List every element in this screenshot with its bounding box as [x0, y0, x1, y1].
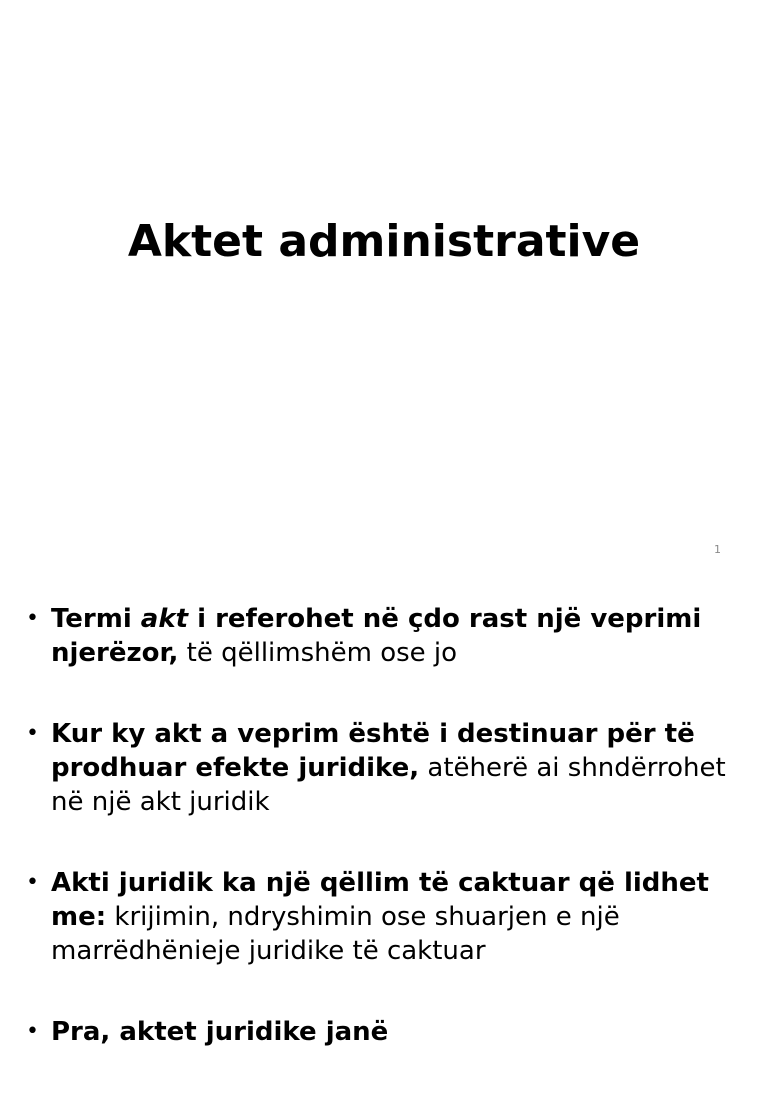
bullet-text-bold: Termi	[51, 604, 141, 634]
bullet-text: të qëllimshëm ose jo	[178, 638, 458, 668]
slide-2	[0, 576, 768, 1047]
bullet-text: atëherë ai shndërrohet në një akt juridik	[51, 753, 726, 817]
bullet-text: krijimin, ndryshimin ose shuarjen e një marrëdhënieje juridike të caktuar	[51, 902, 620, 966]
bullet-text-bold-italic: akt	[140, 604, 189, 634]
slide-title: Aktet administrative	[127, 216, 641, 267]
page-number: 1	[714, 543, 721, 556]
bullet-text-bold: i referohet në çdo rast një veprimi njerëzor,	[51, 604, 702, 668]
bullet-item	[0, 1015, 768, 1049]
bullet-item	[0, 717, 768, 819]
bullet-dot-icon: •	[26, 606, 39, 631]
bullet-text-bold: Kur ky akt a veprim është i destinuar për të prodhuar efekte juridike,	[51, 719, 695, 783]
bullet-dot-icon: •	[26, 870, 39, 895]
bullet-text-bold: Akti juridik ka një qëllim të caktuar që lidhet me:	[51, 868, 709, 932]
bullet-item	[0, 866, 768, 968]
bullet-dot-icon: •	[26, 1019, 39, 1044]
bullet-dot-icon: •	[26, 721, 39, 746]
bullet-item	[0, 602, 768, 670]
bullet-text-bold: Pra, aktet juridike janë	[51, 1017, 389, 1047]
bullet-list	[0, 602, 768, 1096]
